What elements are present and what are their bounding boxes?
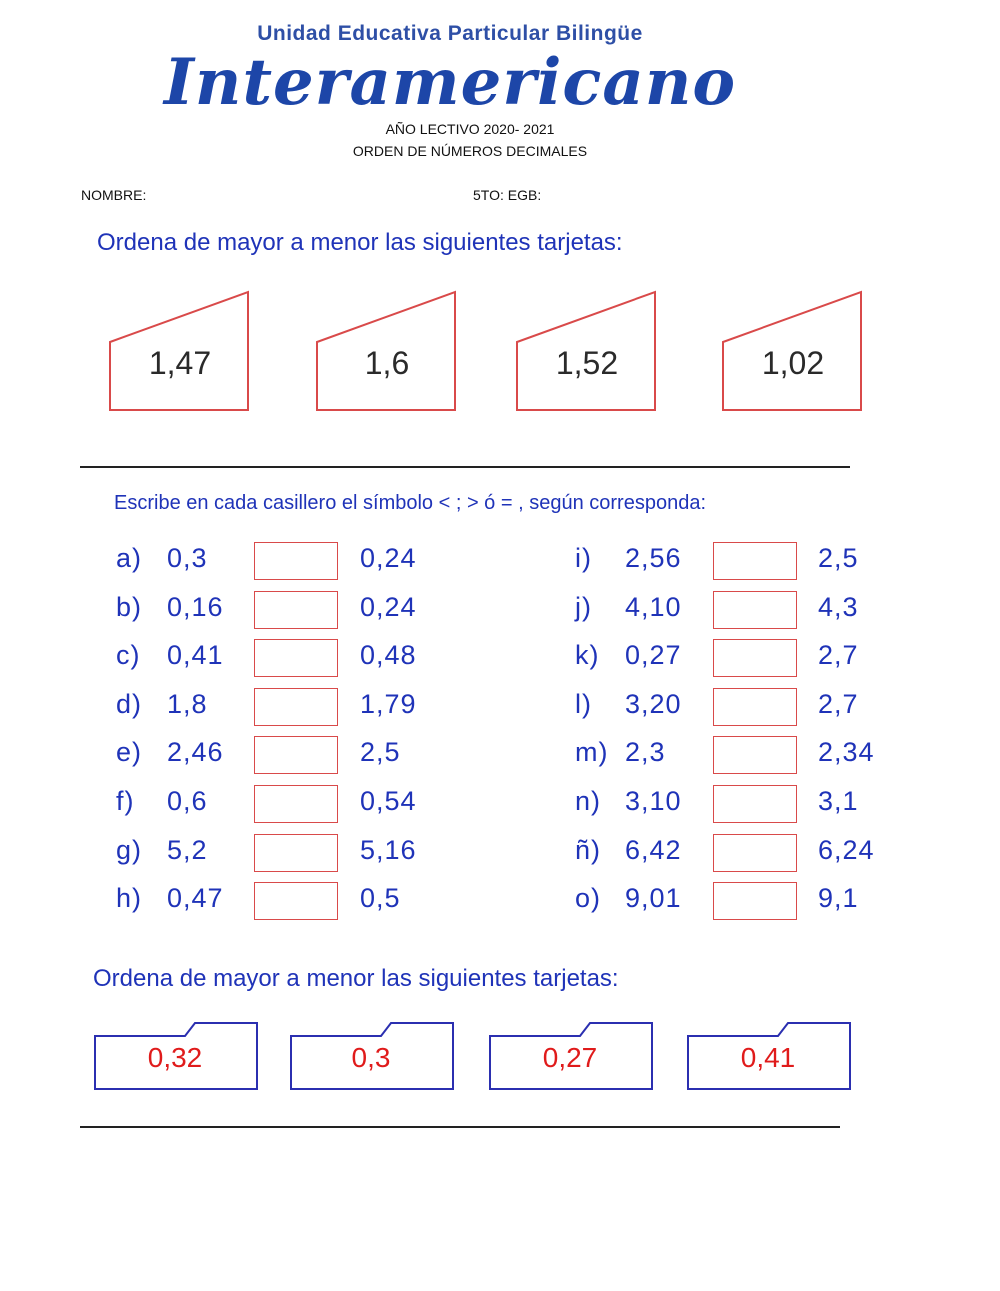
- answer-line-1: [80, 466, 850, 468]
- exercise-letter: ñ): [575, 835, 602, 865]
- exercise-letter: g): [116, 835, 143, 865]
- second-number: 2,7: [818, 640, 859, 670]
- second-number: 0,54: [360, 786, 417, 816]
- exercise-letter: j): [575, 592, 592, 622]
- exercise-letter: n): [575, 786, 602, 816]
- folder-card-3-value: 0,27: [542, 1042, 598, 1073]
- second-number: 2,5: [360, 737, 401, 767]
- answer-line-2: [80, 1126, 840, 1128]
- symbol-answer-box[interactable]: [713, 688, 797, 726]
- second-number: 2,34: [818, 737, 875, 767]
- number-card-3-value: 1,52: [555, 345, 619, 381]
- first-number: 0,3: [167, 543, 208, 573]
- number-card-4-value: 1,02: [761, 345, 825, 381]
- symbol-answer-box[interactable]: [254, 834, 338, 872]
- symbol-answer-box[interactable]: [254, 639, 338, 677]
- symbol-answer-box[interactable]: [254, 688, 338, 726]
- section2-instruction: Escribe en cada casillero el símbolo < ; > ó = , según corresponda:: [114, 492, 707, 514]
- first-number: 2,56: [625, 543, 682, 573]
- first-number: 0,6: [167, 786, 208, 816]
- symbol-answer-box[interactable]: [713, 639, 797, 677]
- second-number: 3,1: [818, 786, 859, 816]
- second-number: 4,3: [818, 592, 859, 622]
- section1-instruction: Ordena de mayor a menor las siguientes tarjetas:: [97, 229, 623, 256]
- number-card-2-value: 1,6: [364, 345, 410, 381]
- number-card-1-value: 1,47: [148, 345, 212, 381]
- symbol-answer-box[interactable]: [254, 736, 338, 774]
- exercise-letter: b): [116, 592, 143, 622]
- symbol-answer-box[interactable]: [713, 882, 797, 920]
- exercise-letter: f): [116, 786, 135, 816]
- symbol-answer-box[interactable]: [713, 834, 797, 872]
- first-number: 0,41: [167, 640, 224, 670]
- second-number: 2,7: [818, 689, 859, 719]
- exercise-letter: e): [116, 737, 143, 767]
- first-number: 0,47: [167, 883, 224, 913]
- second-number: 5,16: [360, 835, 417, 865]
- second-number: 6,24: [818, 835, 875, 865]
- first-number: 1,8: [167, 689, 208, 719]
- folder-card-1-value: 0,32: [147, 1042, 203, 1073]
- second-number: 9,1: [818, 883, 859, 913]
- exercise-letter: c): [116, 640, 141, 670]
- symbol-answer-box[interactable]: [713, 542, 797, 580]
- exercise-letter: a): [116, 543, 143, 573]
- name-field-label: NOMBRE:: [81, 187, 147, 203]
- symbol-answer-box[interactable]: [254, 882, 338, 920]
- exercise-letter: o): [575, 883, 602, 913]
- worksheet-topic: ORDEN DE NÚMEROS DECIMALES: [352, 143, 588, 159]
- second-number: 0,5: [360, 883, 401, 913]
- first-number: 2,3: [625, 737, 666, 767]
- exercise-letter: k): [575, 640, 600, 670]
- first-number: 0,27: [625, 640, 682, 670]
- section3-instruction: Ordena de mayor a menor las siguientes tarjetas:: [93, 965, 619, 992]
- first-number: 9,01: [625, 883, 682, 913]
- exercise-letter: h): [116, 883, 143, 913]
- exercise-letter: l): [575, 689, 592, 719]
- grade-field-label: 5TO: EGB:: [473, 187, 542, 203]
- first-number: 2,46: [167, 737, 224, 767]
- folder-card-4-value: 0,41: [740, 1042, 796, 1073]
- first-number: 3,10: [625, 786, 682, 816]
- first-number: 6,42: [625, 835, 682, 865]
- second-number: 0,48: [360, 640, 417, 670]
- second-number: 0,24: [360, 543, 417, 573]
- exercise-letter: m): [575, 737, 609, 767]
- exercise-letter: i): [575, 543, 592, 573]
- school-logo: Interamericano: [163, 45, 737, 120]
- symbol-answer-box[interactable]: [713, 736, 797, 774]
- second-number: 0,24: [360, 592, 417, 622]
- symbol-answer-box[interactable]: [254, 591, 338, 629]
- symbol-answer-box[interactable]: [713, 785, 797, 823]
- symbol-answer-box[interactable]: [254, 785, 338, 823]
- symbol-answer-box[interactable]: [254, 542, 338, 580]
- second-number: 1,79: [360, 689, 417, 719]
- school-year: AÑO LECTIVO 2020- 2021: [385, 121, 555, 137]
- first-number: 4,10: [625, 592, 682, 622]
- first-number: 5,2: [167, 835, 208, 865]
- first-number: 3,20: [625, 689, 682, 719]
- first-number: 0,16: [167, 592, 224, 622]
- symbol-answer-box[interactable]: [713, 591, 797, 629]
- folder-card-2-value: 0,3: [351, 1042, 391, 1073]
- school-name: Unidad Educativa Particular Bilingüe: [257, 22, 643, 45]
- second-number: 2,5: [818, 543, 859, 573]
- exercise-letter: d): [116, 689, 143, 719]
